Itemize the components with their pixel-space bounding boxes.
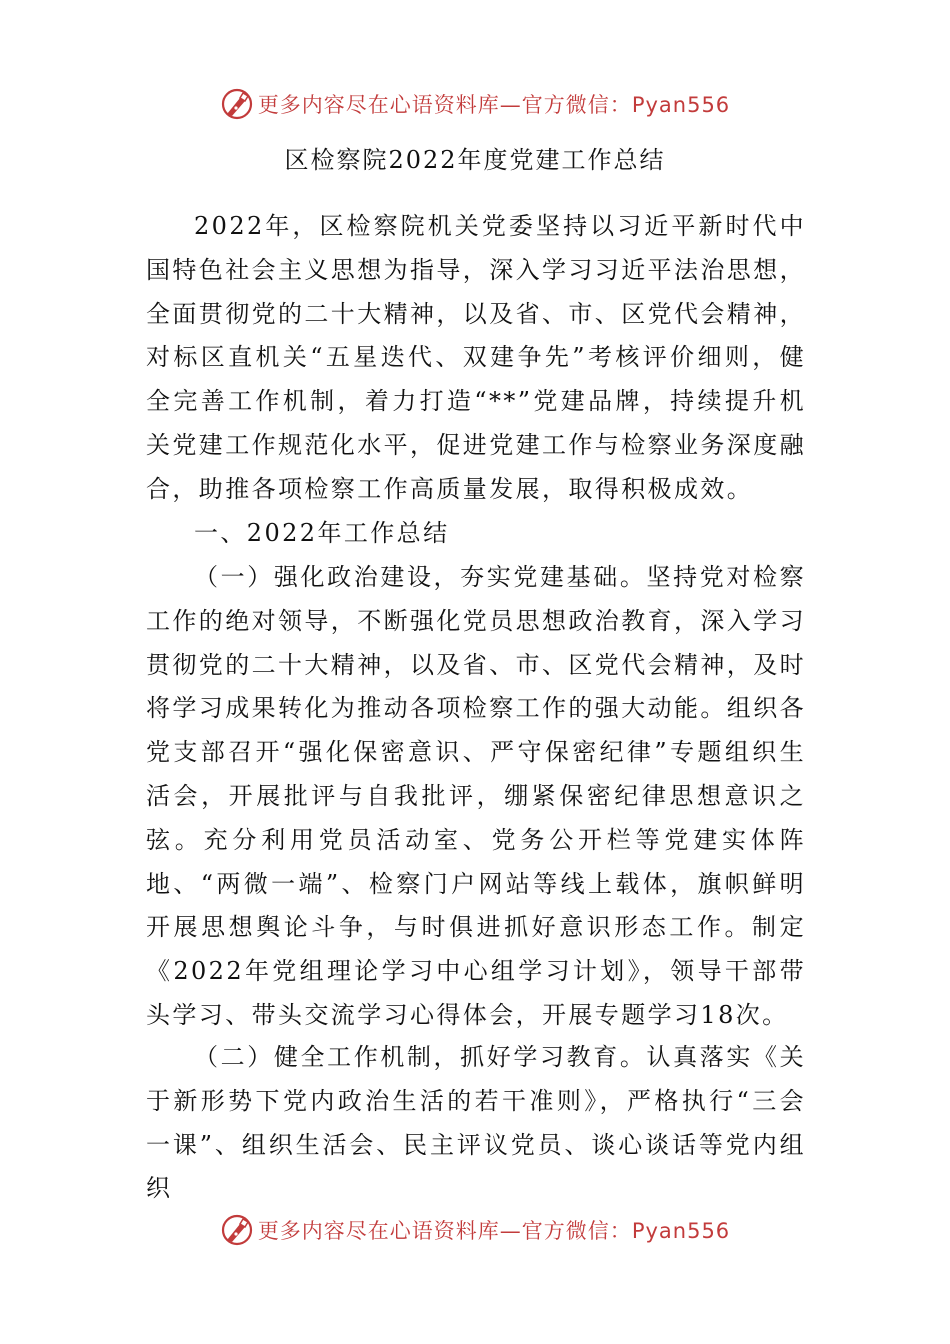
watermark-text: [258, 89, 730, 119]
document-title: 区检察院2022年度党建工作总结: [284, 146, 666, 174]
section-item-paragraph: （一）强化政治建设，夯实党建基础。坚持党对检察工作的绝对领导，不断强化党员思想政治教育，深入学习贯彻党的二十大精神，以及省、市、区党代会精神，及时将学习成果转化为推动各项检察工作的强大动能。组织各党支部召开“强化保密意识、严守保密纪律”专题组织生活会，开展批评与自我批评，绷紧保密纪律思想意识之弦。充分利用党员活动室、党务公开栏等党建实体阵地、“两微一端”、检察门户网站等线上载体，旗帜鲜明开展思想舆论斗争，与时俱进抓好意识形态工作。制定《2022年党组理论学习中心组学习计划》，领导干部带头学习、带头交流学习心得体会，开展专题学习18次。: [146, 563, 806, 1029]
section-heading: 一、2022年工作总结: [194, 519, 450, 547]
watermark-banner-bottom: [0, 1208, 950, 1252]
watermark-banner-top: [0, 82, 950, 126]
watermark-wechat-id: Pyan556: [631, 1219, 731, 1243]
pen-nib-circle-icon: [220, 1213, 254, 1247]
pen-nib-circle-icon: [220, 87, 254, 121]
intro-paragraph: 2022年，区检察院机关党委坚持以习近平新时代中国特色社会主义思想为指导，深入学习习近平法治思想，全面贯彻党的二十大精神，以及省、市、区党代会精神，对标区直机关“五星迭代、双建争先”考核评价细则，健全完善工作机制，着力打造“**”党建品牌，持续提升机关党建工作规范化水平，促进党建工作与检察业务深度融合，助推各项检察工作高质量发展，取得积极成效。: [146, 212, 806, 503]
section-item-paragraph: （二）健全工作机制，抓好学习教育。认真落实《关于新形势下党内政治生活的若干准则》，严格执行“三会一课”、组织生活会、民主评议党员、谈心谈话等党内组织: [146, 1043, 806, 1203]
watermark-text: [258, 1215, 730, 1245]
watermark-wechat-id: Pyan556: [631, 93, 731, 117]
watermark-site-text: 更多内容尽在心语资料库—官方微信：: [257, 1219, 632, 1243]
watermark-site-text: 更多内容尽在心语资料库—官方微信：: [257, 93, 632, 117]
